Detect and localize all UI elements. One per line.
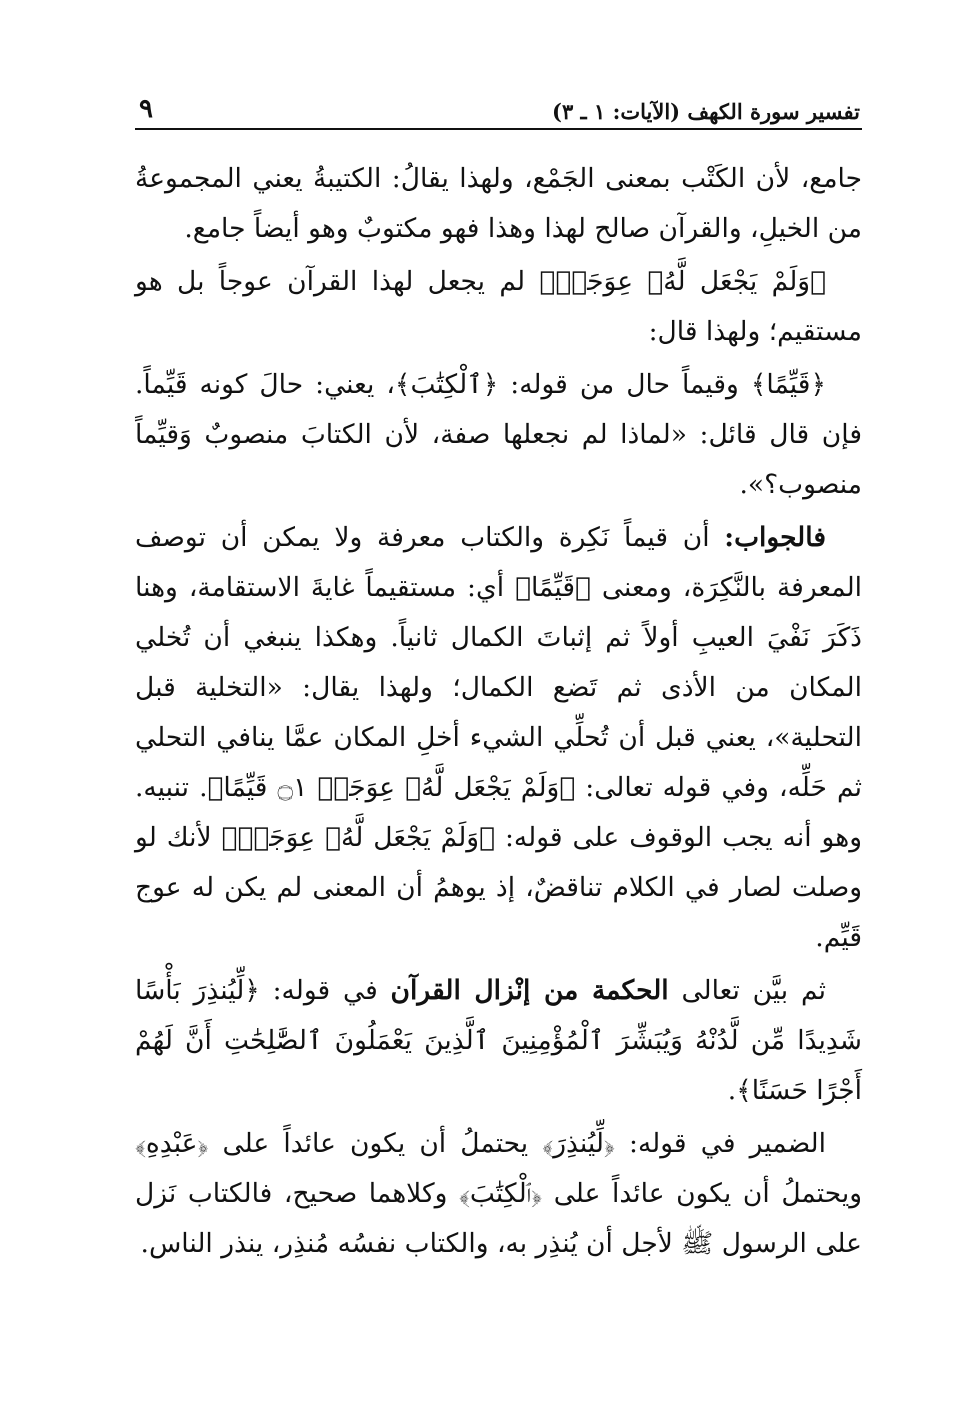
text-run: أن قيماً نَكِرة والكتاب معرفة ولا يمكن أن توصف المعرفة بالنَّكِرَة، ومعنى (135, 522, 863, 603)
quran-quote: ﴿ٱلْكِتَٰبَ﴾ (459, 1178, 543, 1209)
page-body (135, 154, 862, 1269)
text-run: ثم بيَّن تعالى (668, 975, 826, 1006)
text-run: . (727, 1075, 737, 1106)
text-run: وقيماً حال من قوله: (498, 369, 751, 400)
bold-phrase: الحكمة من إنْزال القرآن (390, 975, 669, 1006)
header-title: تفسير سورة الكهف (الآيات: ١ ـ ٣) (552, 99, 860, 124)
text-run: لم يجعل لهذا القرآن عوجاً بل هو مستقيم؛ ولهذا قال: (135, 266, 862, 347)
text-run: . تنبيه. وهو أنه يجب الوقوف على قوله: (135, 772, 862, 853)
book-page (135, 88, 862, 1272)
text-run: أي: مستقيماً غايةَ الاستقامة، وهنا ذَكَرَ نَفْيَ العيبِ أولاً ثم إثباتَ الكمال ثانياً. وهكذا ينبغي أن تُخلي المكان من الأذى ثم تَضع الكمال؛ ولهذا يقال: «التخلية قبل التحلية»، يعني قبل أن تُحلِّي الشيء أخلِ المكان عمَّا ينافي التحلي ثم حَلِّه، وفي قوله تعالى: (135, 572, 863, 803)
quran-quote: ﴿وَلَمْ يَجْعَل لَّهُۥ عِوَجَاۜ﴾ (221, 822, 496, 853)
running-header (135, 88, 862, 130)
text-run: جامع، لأن الكَتْب بمعنى الجَمْع، ولهذا يقالُ: الكتيبةُ يعني المجموعةُ من الخيلِ، والقرآن صالح لهذا وهذا فهو مكتوبٌ وهو أيضاً جامع. (135, 163, 862, 244)
text-run: الضمير في قوله: (614, 1128, 826, 1159)
quran-quote: ﴿قَيِّمًا﴾ (750, 369, 826, 400)
quran-quote: ﴿لِّيُنذِرَ بَأْسًا شَدِيدًا مِّن لَّدُنْهُ وَيُبَشِّرَ ٱلْمُؤْمِنِينَ ٱلَّذِينَ يَعْمَلُونَ ٱلصَّٰلِحَٰتِ أَنَّ لَهُمْ أَجْرًا حَسَنًا﴾ (135, 975, 862, 1106)
quran-quote: ﴿لِّيُنذِرَ﴾ (542, 1128, 615, 1159)
quran-quote: ﴿وَلَمْ يَجْعَل لَّهُۥ عِوَجَاۜ﴾ (539, 266, 826, 297)
paragraph (135, 154, 862, 254)
text-run: ويحتملُ أن يكون عائداً على (542, 1178, 862, 1209)
text-run: يحتملُ أن يكون عائداً على (208, 1128, 543, 1159)
text-run: ، يعني: حالَ كونه قَيِّماً. فإن قال قائل: «لماذا لم نجعلها صفة، لأن الكتابَ منصوبٌ وَقيِّماً منصوب؟». (135, 369, 862, 500)
text-run: وكلاهما صحيح، فالكتاب نَزل على الرسول ﷺ لأجل أن يُنذِر به، والكتاب نفسُه مُنذِر، ينذر الناس. (135, 1178, 862, 1259)
quran-quote: ﴿عَبْدِهِ﴾ (135, 1128, 209, 1159)
paragraph (135, 966, 862, 1116)
paragraph (135, 513, 862, 963)
page-number: ٩ (139, 94, 153, 124)
quran-quote: ﴿ٱلْكِتَٰبَ﴾ (394, 369, 499, 400)
paragraph (135, 1119, 862, 1269)
quran-quote: ﴿قَيِّمًا﴾ (515, 572, 591, 603)
text-run: لأنك لو وصلت لصار في الكلام تناقضٌ، إذ يوهمُ أن المعنى لم يكن له عوج قَيِّم. (135, 822, 862, 953)
quran-quote: ﴿وَلَمْ يَجْعَل لَّهُۥ عِوَجَاۜ ۝١ قَيِّمًا﴾ (207, 772, 576, 803)
paragraph (135, 360, 862, 510)
text-run: في قوله: (259, 975, 391, 1006)
bold-phrase: فالجواب: (724, 522, 826, 553)
paragraph (135, 257, 862, 357)
